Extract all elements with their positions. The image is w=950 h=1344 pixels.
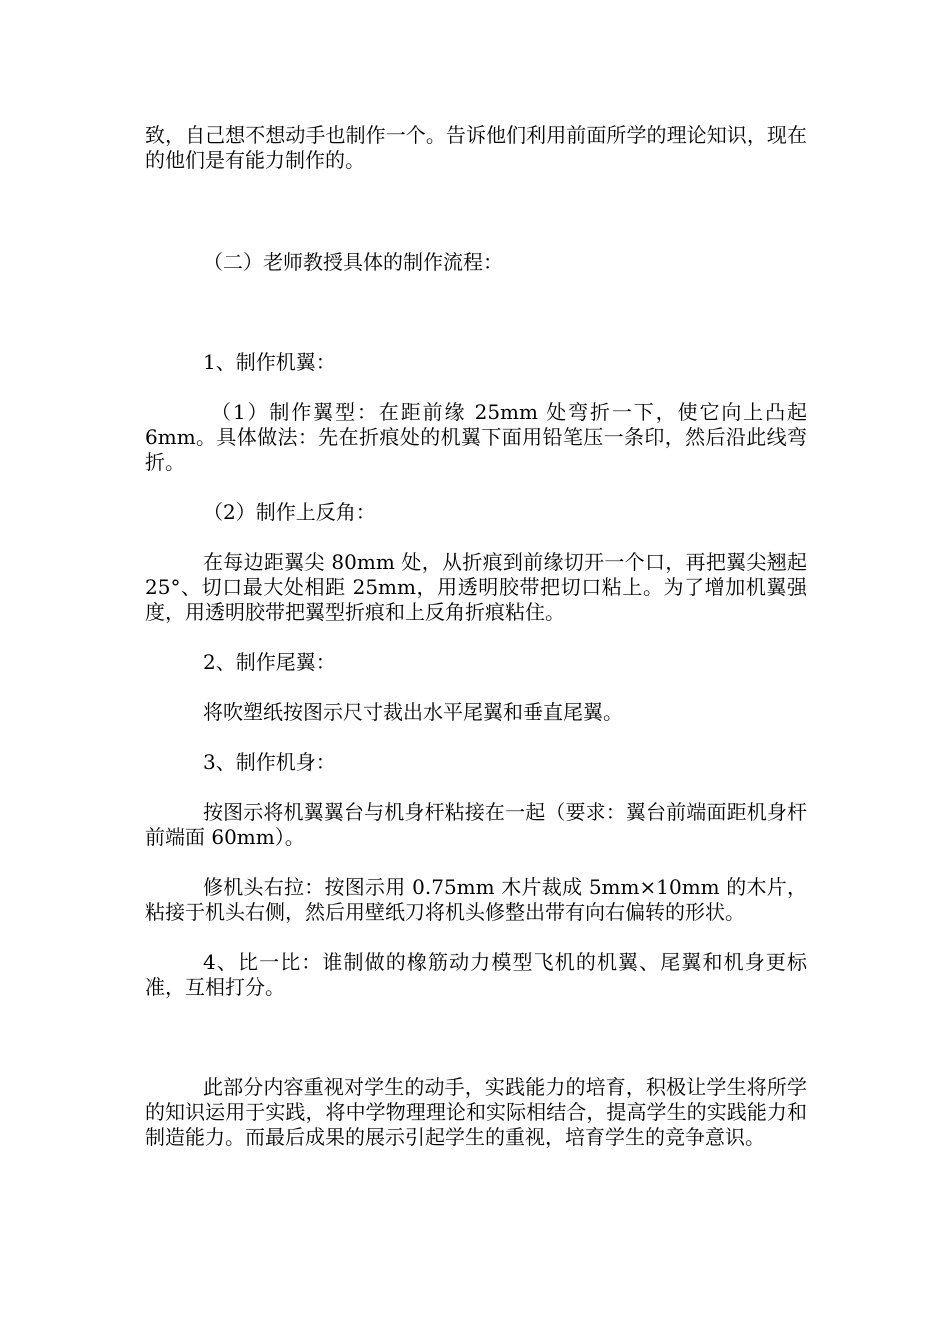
- heading-process: （二）老师教授具体的制作流程：: [203, 250, 503, 274]
- paragraph-tail: 将吹塑纸按图示尺寸裁出水平尾翼和垂直尾翼。: [203, 700, 623, 724]
- heading-wing: 1、制作机翼：: [203, 350, 336, 374]
- heading-dihedral: （2）制作上反角：: [203, 500, 376, 524]
- paragraph-summary: 此部分内容重视对学生的动手，实践能力的培育，积极让学生将所学的知识运用于实践，将中学物理理论和实际相结合，提高学生的实践能力和制造能力。而最后成果的展示引起学生的重视，培育学生的竞争意识。: [145, 1075, 807, 1149]
- paragraph-airfoil: （1）制作翼型：在距前缘 25mm 处弯折一下，使它向上凸起 6mm。具体做法：先在折痕处的机翼下面用铅笔压一条印，然后沿此线弯折。: [145, 400, 807, 474]
- paragraph-compare: 4、比一比：谁制做的橡筋动力模型飞机的机翼、尾翼和机身更标准，互相打分。: [145, 950, 807, 999]
- paragraph-nose: 修机头右拉：按图示用 0.75mm 木片裁成 5mm×10mm 的木片，粘接于机头右侧，然后用壁纸刀将机头修整出带有向右偏转的形状。: [145, 875, 807, 924]
- paragraph-dihedral: 在每边距翼尖 80mm 处，从折痕到前缘切开一个口，再把翼尖翘起 25°、切口最大处相距 25mm，用透明胶带把切口粘上。为了增加机翼强度，用透明胶带把翼型折痕和上反角折痕粘住。: [145, 550, 807, 624]
- heading-fuselage: 3、制作机身：: [203, 750, 336, 774]
- paragraph-fuselage: 按图示将机翼翼台与机身杆粘接在一起（要求：翼台前端面距机身杆前端面 60mm）。: [145, 800, 807, 849]
- heading-tail: 2、制作尾翼：: [203, 650, 336, 674]
- paragraph-intro: 致，自己想不想动手也制作一个。告诉他们利用前面所学的理论知识，现在的他们是有能力制作的。: [145, 123, 807, 172]
